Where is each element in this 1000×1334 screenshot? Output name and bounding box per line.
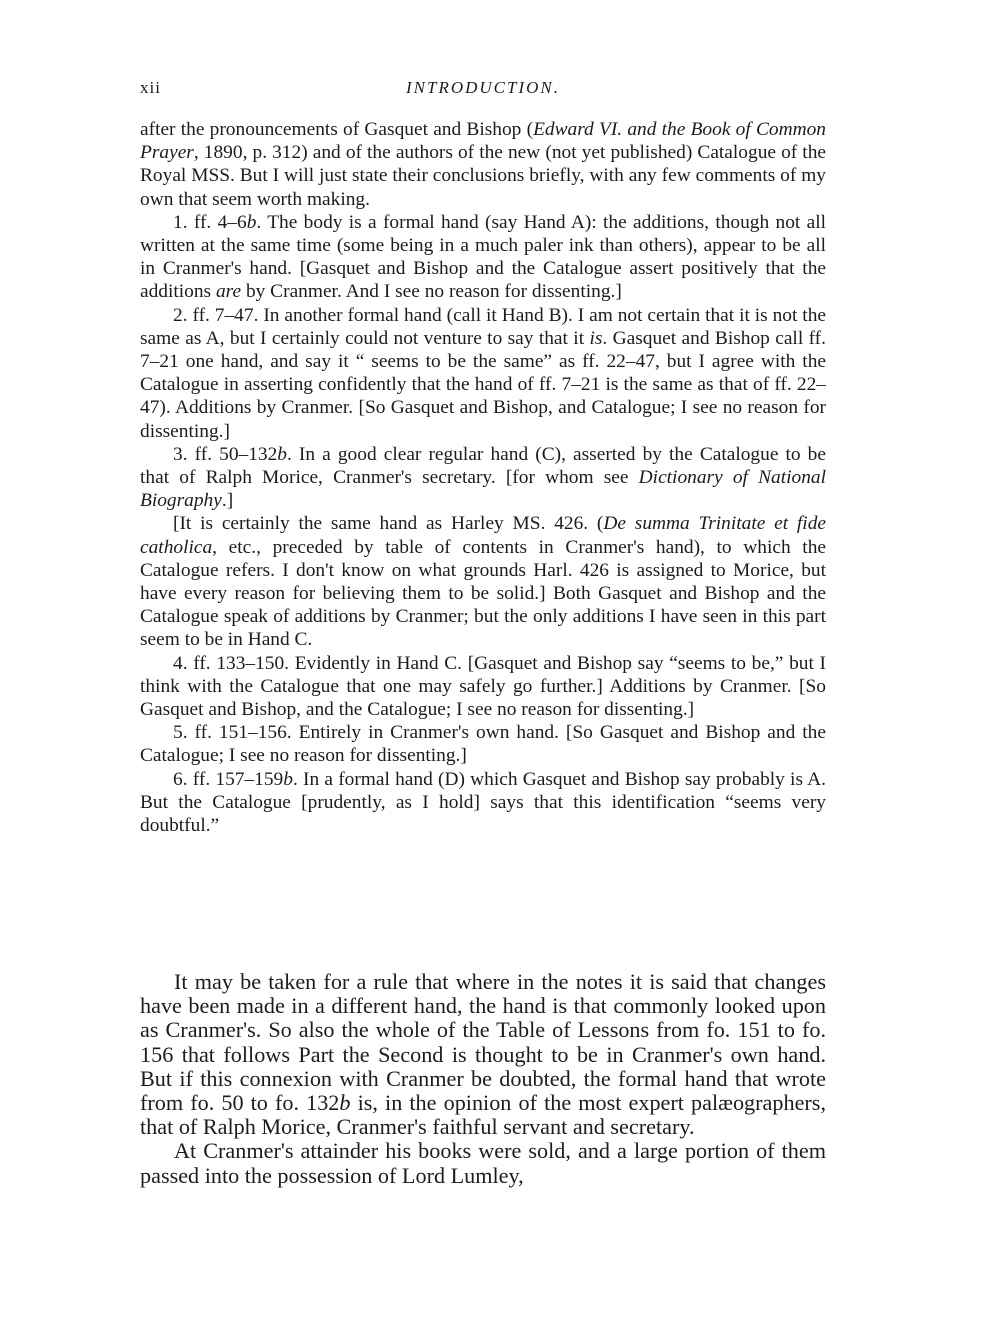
main-paragraph-1: It may be taken for a rule that where in the notes it is said that changes have been made in a different hand, the hand is that commonly looked upon as Cranmer's. So also the whole of the Table of Lessons from fo. 151 to fo. 156 that follows Part the Second is thought to be in Cranmer's own hand. But if this connexion with Cranmer be doubted, the formal hand that wrote from fo. 50 to fo. 132b is, in the opinion of the most expert palæographers, that of Ralph Morice, Cranmer's faithful servant and secretary.	[140, 969, 826, 1140]
page-header	[140, 78, 826, 102]
quote-paragraph-1: 1. ff. 4–6b. The body is a formal hand (say Hand A): the additions, though not all written at the same time (some being in a much paler ink than others), appear to be all in Cranmer's hand. [Gasquet and Bishop and the Catalogue assert positively that the additions are by Cranmer. And I see no reason for dissenting.]	[140, 211, 826, 303]
quote-paragraph-2: 2. ff. 7–47. In another formal hand (call it Hand B). I am not certain that it is not the same as A, but I certainly could not venture to say that it is. Gasquet and Bishop call ff. 7–21 one hand, and say it “ seems to be the same” as ff. 22–47, but I agree with the Catalogue in asserting confidently that the hand of ff. 7–21 is the same as that of ff. 22–47). Additions by Cranmer. [So Gasquet and Bishop, and Catalogue; I see no reason for dissenting.]	[140, 304, 826, 442]
quote-paragraph-3-note: [It is certainly the same hand as Harley MS. 426. (De summa Trinitate et fide catholica, etc., preceded by table of contents in Cranmer's hand), to which the Catalogue refers. I don't know on what grounds Harl. 426 is assigned to Morice, but have every reason for believing them to be solid.] Both Gasquet and Bishop and the Catalogue speak of additions by Cranmer; but the only additions I have seen in this part seem to be in Hand C.	[140, 513, 826, 651]
main-paragraph-2: At Cranmer's attainder his books were sold, and a large portion of them passed into the possession of Lord Lumley,	[140, 1138, 826, 1188]
page-number: xii	[140, 78, 161, 97]
quote-paragraph-4: 4. ff. 133–150. Evidently in Hand C. [Gasquet and Bishop say “seems to be,” but I think with the Catalogue that one may safely go further.] Additions by Cranmer. [So Gasquet and Bishop, and the Catalogue; I see no reason for dissenting.]	[140, 652, 826, 721]
quote-paragraph-6: 6. ff. 157–159b. In a formal hand (D) which Gasquet and Bishop say probably is A. But the Catalogue [prudently, as I hold] says that this identification “seems very doubtful.”	[140, 768, 826, 837]
quote-paragraph-5: 5. ff. 151–156. Entirely in Cranmer's own hand. [So Gasquet and Bishop and the Catalogue; I see no reason for dissenting.]	[140, 722, 826, 767]
quote-paragraph-3: 3. ff. 50–132b. In a good clear regular hand (C), asserted by the Catalogue to be that of Ralph Morice, Cranmer's secretary. [for whom see Dictionary of National Biography.]	[140, 443, 826, 512]
running-title: INTRODUCTION.	[406, 78, 560, 97]
quoted-passage	[140, 118, 826, 837]
quote-paragraph-intro: after the pronouncements of Gasquet and Bishop (Edward VI. and the Book of Common Prayer, 1890, p. 312) and of the authors of the new (not yet published) Catalogue of the Royal MSS. But I will just state their conclusions briefly, with any few comments of my own that seem worth making.	[140, 119, 826, 210]
main-text	[140, 970, 826, 1188]
